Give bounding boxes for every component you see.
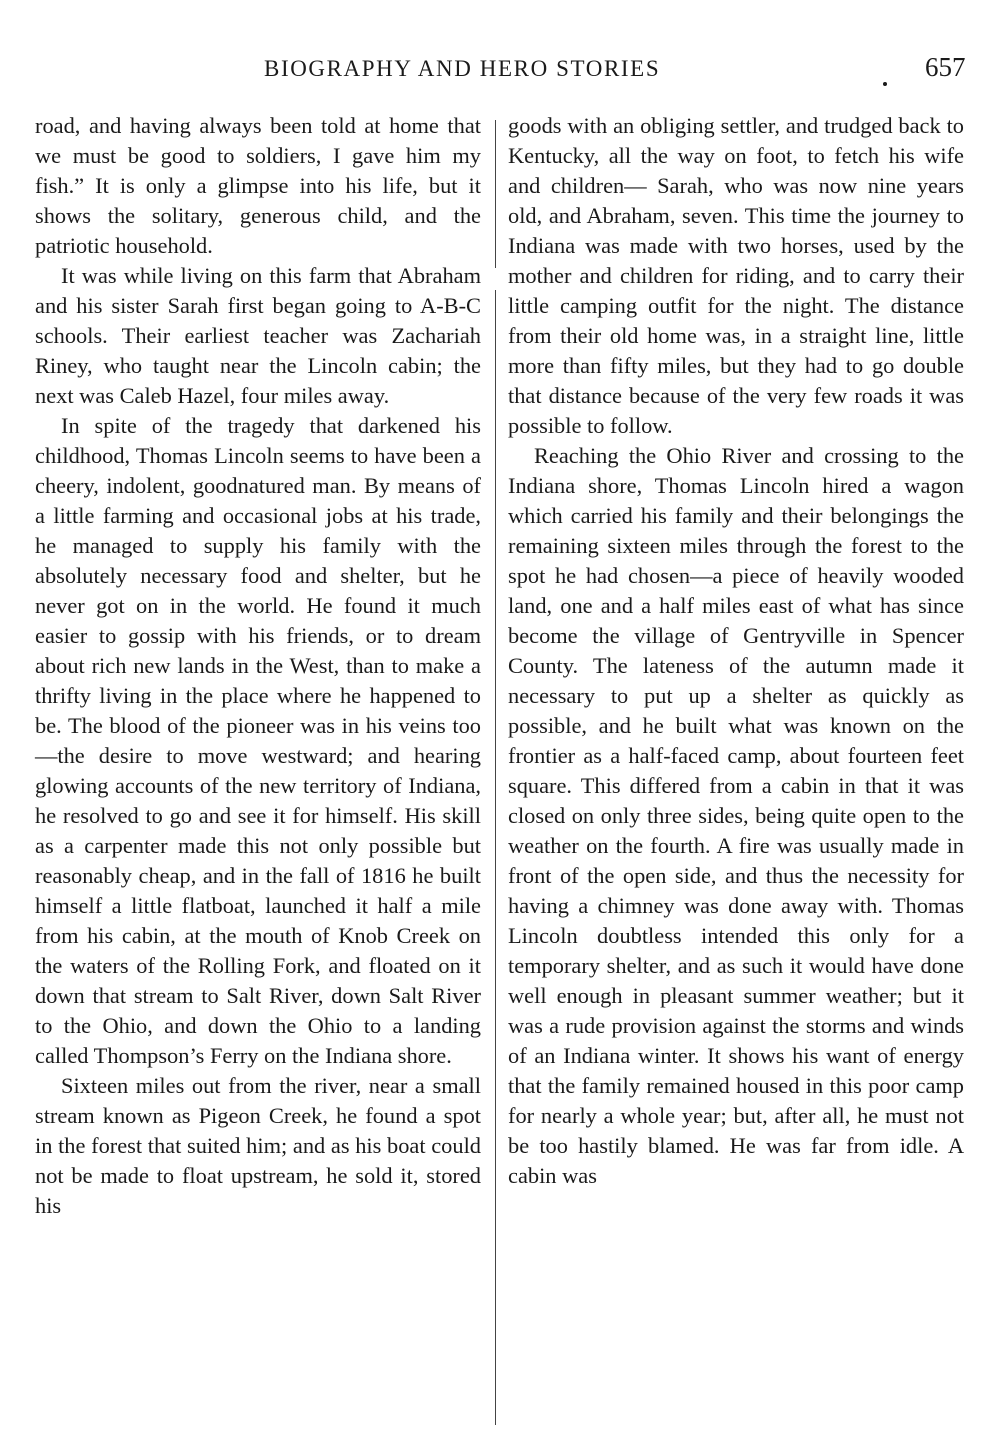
paragraph-pigeon-creek: Sixteen miles out from the river, near a small stream known as Pigeon Creek, he found a spot in the forest that suited him; and as his boat could not be made to float upstream, he sold it, stored his (35, 1073, 481, 1218)
running-title: BIOGRAPHY AND HERO STORIES (264, 56, 661, 81)
running-head (0, 52, 1000, 88)
ink-dot (883, 82, 887, 86)
page-number: 657 (925, 52, 966, 82)
paragraph-schools: It was while living on this farm that Abraham and his sister Sarah first began going to A-B-C schools. Their earliest teacher was Zachariah Riney, who taught near the Lincoln cabin; the next was Caleb Hazel, four miles away. (35, 263, 481, 408)
right-column (508, 111, 964, 1191)
paragraph-thomas-lincoln: In spite of the tragedy that darkened his childhood, Thomas Lincoln seems to have been a cheery, indolent, goodnatured man. By means of a little farming and occasional jobs at his trade, he managed to supply his family with the absolutely necessary food and shelter, but he never got on in the world. He found it much easier to gossip with his friends, or to dream about rich new lands in the West, than to make a thrifty living in the place where he happened to be. The blood of the pioneer was in his veins too—the desire to move westward; and hearing glowing accounts of the new territory of Indiana, he resolved to go and see it for himself. His skill as a carpenter made this not only possible but reasonably cheap, and in the fall of 1816 he built himself a little flatboat, launched it half a mile from his cabin, at the mouth of Knob Creek on the waters of the Rolling Fork, and floated on it down that stream to Salt River, down Salt River to the Ohio, and down the Ohio to a landing called Thompson’s Ferry on the Indiana shore. (35, 413, 481, 1068)
paragraph-journey: goods with an obliging settler, and trudged back to Kentucky, all the way on foot, to fetch his wife and children— Sarah, who was now nine years old, and Abraham, seven. This time the journey to Indiana was made with two horses, used by the mother and children for riding, and to carry their little camping outfit for the night. The distance from their old home was, in a straight line, little more than fifty miles, but they had to go double that distance because of the very few roads it was possible to follow. (508, 113, 964, 438)
left-column (35, 111, 481, 1221)
paragraph-continued: road, and having always been told at home that we must be good to soldiers, I gave him my fish.” It is only a glimpse into his life, but it shows the solitary, generous child, and the patriotic household. (35, 113, 481, 258)
column-rule (495, 120, 496, 1425)
paragraph-half-faced-camp: Reaching the Ohio River and crossing to the Indiana shore, Thomas Lincoln hired a wagon which carried his family and their belongings the remaining sixteen miles through the forest to the spot he had chosen—a piece of heavily wooded land, one and a half miles east of what has since become the village of Gentryville in Spencer County. The lateness of the autumn made it necessary to put up a shelter as quickly as possible, and he built what was known on the frontier as a half-faced camp, about fourteen feet square. This differed from a cabin in that it was closed on only three sides, being quite open to the weather on the fourth. A fire was usually made in front of the open side, and thus the necessity for having a chimney was done away with. Thomas Lincoln doubtless intended this only for a temporary shelter, and as such it would have done well enough in pleasant summer weather; but it was a rude provision against the storms and winds of an Indiana winter. It shows his want of energy that the family remained housed in this poor camp for nearly a whole year; but, after all, he must not be too hastily blamed. He was far from idle. A cabin was (508, 443, 964, 1188)
column-rule-gap (495, 268, 496, 290)
